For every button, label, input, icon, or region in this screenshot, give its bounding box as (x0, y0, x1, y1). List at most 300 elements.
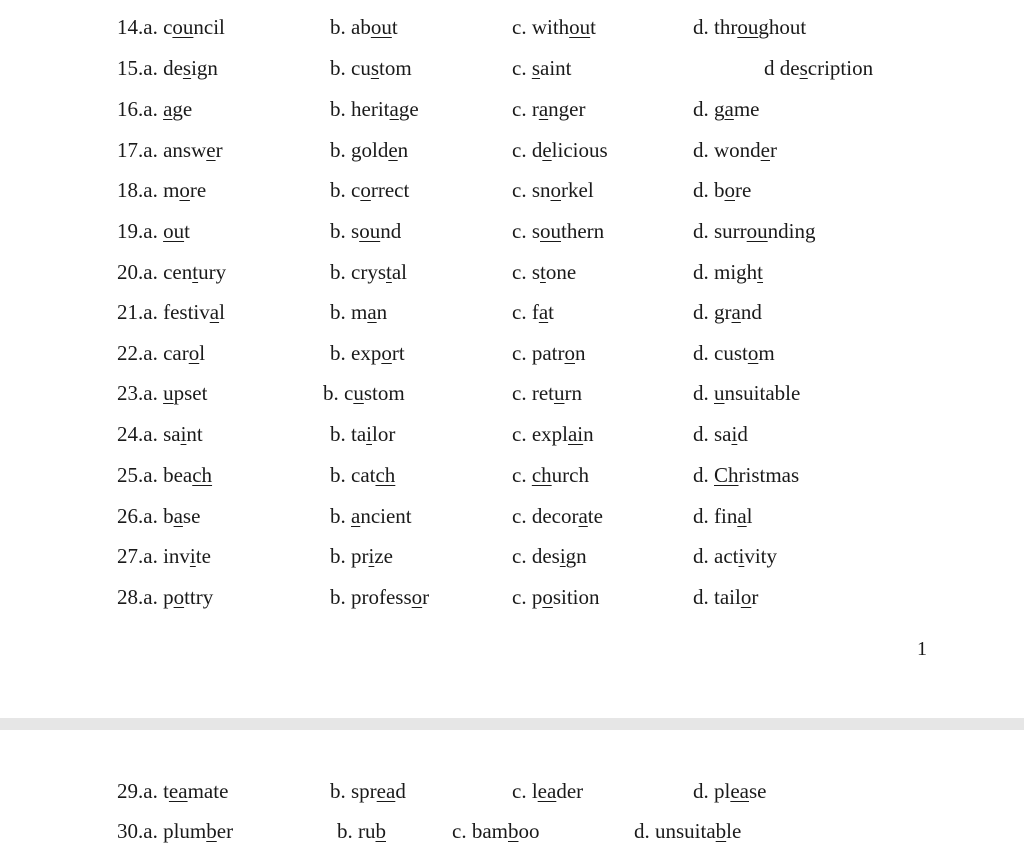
word-part: surr (714, 219, 747, 243)
option-label: 19.a. (117, 219, 164, 243)
answer-option (330, 338, 405, 368)
question-row (0, 94, 1024, 124)
underlined-letters: a (731, 300, 741, 324)
underlined-letters: u (163, 381, 174, 405)
word-part: se (749, 779, 767, 803)
option-label: c. (512, 463, 532, 487)
answer-option (117, 175, 206, 205)
answer-option (330, 419, 395, 449)
word-part: re (735, 178, 752, 202)
answer-option (452, 816, 539, 846)
underlined-letters: a (538, 97, 549, 121)
word-part: nger (548, 97, 586, 121)
word-part: c (163, 15, 173, 39)
option-label: d. (693, 504, 714, 528)
word-part: with (531, 15, 570, 39)
word-part: oo (518, 819, 540, 843)
question-row (0, 776, 1024, 806)
word-part: m (351, 300, 368, 324)
word-part: crys (351, 260, 386, 284)
option-label: d. (693, 544, 714, 568)
word-part: pl (714, 779, 731, 803)
answer-option (330, 135, 408, 165)
word-part: ze (374, 544, 393, 568)
option-label: 21.a. (117, 300, 164, 324)
underlined-letters: ou (359, 219, 381, 243)
word-part: act (714, 544, 739, 568)
word-part: decor (531, 504, 579, 528)
answer-option (512, 378, 582, 408)
underlined-letters: e (542, 138, 552, 162)
word-part: te (195, 544, 211, 568)
word-part: ab (351, 15, 371, 39)
word-part: thern (561, 219, 605, 243)
answer-option (693, 460, 799, 490)
option-label: 20.a. (117, 260, 164, 284)
word-part: licious (551, 138, 608, 162)
word-part: patr (531, 341, 565, 365)
answer-option (117, 582, 213, 612)
word-part: expl (531, 422, 568, 446)
underlined-letters: ou (163, 219, 185, 243)
option-label: c. (512, 381, 532, 405)
word-part: n (397, 138, 409, 162)
option-label: 16.a. (117, 97, 164, 121)
option-label: c. (512, 178, 532, 202)
option-label: 22.a. (117, 341, 164, 365)
option-label: d. (693, 138, 714, 162)
word-part: ru (358, 819, 376, 843)
question-row (0, 501, 1024, 531)
underlined-letters: o (381, 341, 392, 365)
word-part: rn (564, 381, 582, 405)
option-label: d. (693, 178, 714, 202)
word-part: pr (351, 544, 369, 568)
word-part: c (351, 178, 361, 202)
underlined-letters: ou (737, 15, 759, 39)
word-part: r (422, 585, 430, 609)
word-part: r (751, 585, 759, 609)
underlined-letters: e (388, 138, 398, 162)
word-part: cu (351, 56, 371, 80)
word-part: cat (351, 463, 376, 487)
word-part: n (574, 341, 586, 365)
underlined-letters: i (180, 422, 187, 446)
word-part: ghout (758, 15, 807, 39)
underlined-letters: o (740, 585, 752, 609)
word-part: d (395, 779, 406, 803)
word-part: s (531, 260, 541, 284)
underlined-letters: s (799, 56, 808, 80)
underlined-letters: o (179, 178, 190, 202)
word-part: cen (163, 260, 193, 284)
answer-option (693, 501, 753, 531)
underlined-letters: ch (531, 463, 552, 487)
option-label: b. (330, 585, 351, 609)
word-part: herit (351, 97, 390, 121)
underlined-letters: ou (172, 15, 194, 39)
answer-option (693, 94, 759, 124)
word-part: mate (187, 779, 229, 803)
answer-option (117, 94, 192, 124)
option-label: 26.a. (117, 504, 164, 528)
option-label: b. (330, 463, 351, 487)
option-label: d. (634, 819, 655, 843)
word-part: ury (198, 260, 227, 284)
word-part: s (351, 219, 360, 243)
word-part: bam (471, 819, 508, 843)
underlined-letters: ea (537, 779, 557, 803)
underlined-letters: t (386, 260, 392, 284)
option-label: b. (330, 97, 351, 121)
option-label: d. (693, 260, 714, 284)
word-part: ge (172, 97, 193, 121)
option-label: c. (512, 422, 532, 446)
underlined-letters: u (714, 381, 725, 405)
underlined-letters: ou (569, 15, 591, 39)
answer-option (693, 338, 775, 368)
option-label: d. (693, 97, 714, 121)
answer-option (330, 297, 387, 327)
answer-option (512, 338, 585, 368)
answer-option (117, 501, 200, 531)
word-part: l (531, 779, 538, 803)
word-part: r (215, 138, 223, 162)
word-part: nd (380, 219, 402, 243)
answer-option (693, 297, 762, 327)
word-part: d (737, 422, 748, 446)
option-label: d (764, 56, 780, 80)
answer-option (693, 582, 758, 612)
word-part: profess (351, 585, 412, 609)
word-part: ristmas (738, 463, 800, 487)
word-part: cust (714, 341, 748, 365)
word-part: r (531, 97, 539, 121)
underlined-letters: o (173, 585, 185, 609)
question-row (0, 460, 1024, 490)
option-label: c. (512, 585, 532, 609)
underlined-letters: s (531, 56, 541, 80)
option-label: d. (693, 422, 714, 446)
answer-option (117, 53, 218, 83)
answer-option (512, 501, 603, 531)
word-part: festiv (163, 300, 210, 324)
word-part: le (726, 819, 742, 843)
underlined-letters: a (209, 300, 220, 324)
underlined-letters: i (738, 544, 745, 568)
word-part: sa (714, 422, 732, 446)
option-label: 17.a. (117, 138, 164, 162)
answer-option (117, 216, 190, 246)
word-part: g (714, 97, 725, 121)
option-label: b. (330, 779, 351, 803)
answer-option (693, 175, 751, 205)
word-part: s (531, 219, 541, 243)
underlined-letters: ai (567, 422, 584, 446)
option-label: b. (330, 300, 351, 324)
page-number: 1 (917, 638, 927, 660)
word-part: al (391, 260, 407, 284)
option-label: d. (693, 15, 714, 39)
underlined-letters: t (757, 260, 764, 284)
answer-option (330, 94, 419, 124)
option-label: d. (693, 300, 714, 324)
answer-option (337, 816, 386, 846)
underlined-letters: a (737, 504, 747, 528)
word-part: t (163, 779, 169, 803)
word-part: c (344, 381, 354, 405)
word-part: se (182, 504, 201, 528)
option-label: b. (330, 544, 351, 568)
answer-option (117, 135, 223, 165)
underlined-letters: a (163, 97, 173, 121)
word-part: sition (552, 585, 600, 609)
word-part: m (163, 178, 180, 202)
answer-option (330, 12, 398, 42)
underlined-letters: o (550, 178, 562, 202)
answer-option (693, 12, 806, 42)
option-label: c. (512, 300, 532, 324)
word-part: thr (714, 15, 738, 39)
option-label: d. (693, 463, 714, 487)
underlined-letters: o (411, 585, 423, 609)
answer-option (117, 12, 225, 42)
word-part: nt (186, 422, 203, 446)
question-row (0, 12, 1024, 42)
word-part: bea (163, 463, 193, 487)
option-label: 14.a. (117, 15, 164, 39)
underlined-letters: t (192, 260, 199, 284)
word-part: sa (163, 422, 181, 446)
word-part: r (770, 138, 777, 162)
answer-option (323, 378, 405, 408)
word-part: rt (391, 341, 405, 365)
option-label: 30.a. (117, 819, 164, 843)
option-label: d. (693, 585, 714, 609)
answer-option (512, 541, 587, 571)
answer-option (117, 816, 233, 846)
option-label: 27.a. (117, 544, 164, 568)
underlined-letters: u (353, 381, 364, 405)
underlined-letters: ou (540, 219, 562, 243)
answer-option (117, 541, 211, 571)
option-label: d. (693, 779, 714, 803)
word-part: pset (173, 381, 208, 405)
option-label: b. (330, 504, 351, 528)
answer-option (693, 776, 767, 806)
option-label: c. (512, 97, 532, 121)
option-label: 29.a. (117, 779, 164, 803)
answer-option (693, 541, 777, 571)
underlined-letters: b (507, 819, 519, 843)
word-part: urch (551, 463, 589, 487)
answer-option (330, 216, 401, 246)
answer-option (330, 582, 429, 612)
word-part: ge (398, 97, 419, 121)
option-label: d. (693, 381, 714, 405)
word-part: de (163, 56, 183, 80)
underlined-letters: a (173, 504, 183, 528)
answer-option (117, 257, 226, 287)
word-part: rrect (370, 178, 410, 202)
question-row (0, 135, 1024, 165)
question-row (0, 419, 1024, 449)
word-part: der (556, 779, 584, 803)
underlined-letters: ea (168, 779, 188, 803)
word-part: l (219, 300, 225, 324)
word-part: ign (191, 56, 218, 80)
word-part: ret (531, 381, 554, 405)
answer-option (512, 216, 604, 246)
underlined-letters: a (724, 97, 734, 121)
word-part: l (199, 341, 206, 365)
question-row (0, 297, 1024, 327)
underlined-letters: s (370, 56, 380, 80)
underlined-letters: e (206, 138, 216, 162)
answer-option (512, 135, 608, 165)
answer-option (512, 257, 576, 287)
word-part: t (184, 219, 190, 243)
word-part: plum (163, 819, 207, 843)
word-part: cription (807, 56, 874, 80)
word-part: ta (351, 422, 367, 446)
answer-option (117, 776, 228, 806)
answer-option (512, 419, 594, 449)
answer-option (693, 257, 763, 287)
question-row (0, 378, 1024, 408)
question-row (0, 216, 1024, 246)
answer-option (512, 460, 589, 490)
underlined-letters: ch (192, 463, 213, 487)
option-label: d. (693, 341, 714, 365)
answer-option (330, 501, 412, 531)
option-label: 25.a. (117, 463, 164, 487)
answer-option (330, 541, 393, 571)
underlined-letters: i (731, 422, 738, 446)
word-part: ncil (193, 15, 225, 39)
option-label: b. (330, 138, 351, 162)
option-label: c. (512, 544, 532, 568)
word-part: m (758, 341, 775, 365)
option-label: c. (512, 779, 532, 803)
answer-option (512, 297, 554, 327)
word-part: b (163, 504, 174, 528)
answer-option (512, 12, 596, 42)
option-label: c. (512, 219, 532, 243)
answer-option (512, 175, 594, 205)
answer-option (117, 378, 207, 408)
option-label: b. (330, 422, 351, 446)
underlined-letters: u (553, 381, 565, 405)
word-part: f (531, 300, 539, 324)
option-label: 28.a. (117, 585, 164, 609)
option-label: 24.a. (117, 422, 164, 446)
underlined-letters: o (747, 341, 759, 365)
option-label: c. (512, 260, 532, 284)
option-label: d. (693, 219, 714, 243)
word-part: p (531, 585, 543, 609)
word-part: nsuitable (724, 381, 801, 405)
option-label: b. (337, 819, 358, 843)
underlined-letters: ea (730, 779, 749, 803)
word-part: vity (744, 544, 777, 568)
word-part: sn (531, 178, 551, 202)
underlined-letters: ch (375, 463, 396, 487)
word-part: nd (740, 300, 762, 324)
answer-option (512, 582, 600, 612)
underlined-letters: o (724, 178, 735, 202)
underlined-letters: ou (746, 219, 768, 243)
word-part: tom (379, 56, 412, 80)
word-part: ncient (360, 504, 412, 528)
word-part: de (779, 56, 800, 80)
option-label: b. (330, 15, 351, 39)
word-part: gold (351, 138, 389, 162)
word-part: me (733, 97, 760, 121)
word-part: te (587, 504, 603, 528)
word-part: p (163, 585, 174, 609)
option-label: 15.a. (117, 56, 164, 80)
option-label: b. (330, 178, 351, 202)
underlined-letters: i (559, 544, 566, 568)
word-part: one (545, 260, 577, 284)
underlined-letters: b (375, 819, 386, 843)
answer-option (330, 175, 409, 205)
answer-option (330, 776, 406, 806)
option-label: c. (512, 138, 532, 162)
question-row (0, 582, 1024, 612)
word-part: b (714, 178, 725, 202)
underlined-letters: o (564, 341, 575, 365)
question-row (0, 816, 1024, 846)
underlined-letters: ou (370, 15, 392, 39)
answer-option (117, 460, 212, 490)
word-part: n (583, 422, 594, 446)
question-row (0, 257, 1024, 287)
answer-option (693, 419, 748, 449)
word-part: er (216, 819, 234, 843)
underlined-letters: i (368, 544, 375, 568)
word-part: tail (714, 585, 741, 609)
option-label: c. (452, 819, 472, 843)
word-part: answ (163, 138, 207, 162)
underlined-letters: a (389, 97, 399, 121)
option-label: c. (512, 56, 532, 80)
answer-option (693, 378, 800, 408)
underlined-letters: a (578, 504, 588, 528)
word-part: rkel (561, 178, 594, 202)
option-label: 23.a. (117, 381, 164, 405)
word-part: t (548, 300, 554, 324)
word-part: exp (351, 341, 382, 365)
word-part: n (376, 300, 388, 324)
word-part: unsuita (655, 819, 716, 843)
answer-option (634, 816, 741, 846)
underlined-letters: o (188, 341, 200, 365)
answer-option (764, 53, 873, 83)
word-part: inv (163, 544, 190, 568)
underlined-letters: b (715, 819, 727, 843)
answer-option (512, 776, 583, 806)
word-part: ttry (184, 585, 214, 609)
underlined-letters: i (366, 422, 372, 446)
underlined-letters: Ch (714, 463, 739, 487)
question-row (0, 338, 1024, 368)
answer-option (117, 419, 203, 449)
page-separator (0, 718, 1024, 730)
word-part: migh (714, 260, 758, 284)
answer-option (512, 94, 585, 124)
